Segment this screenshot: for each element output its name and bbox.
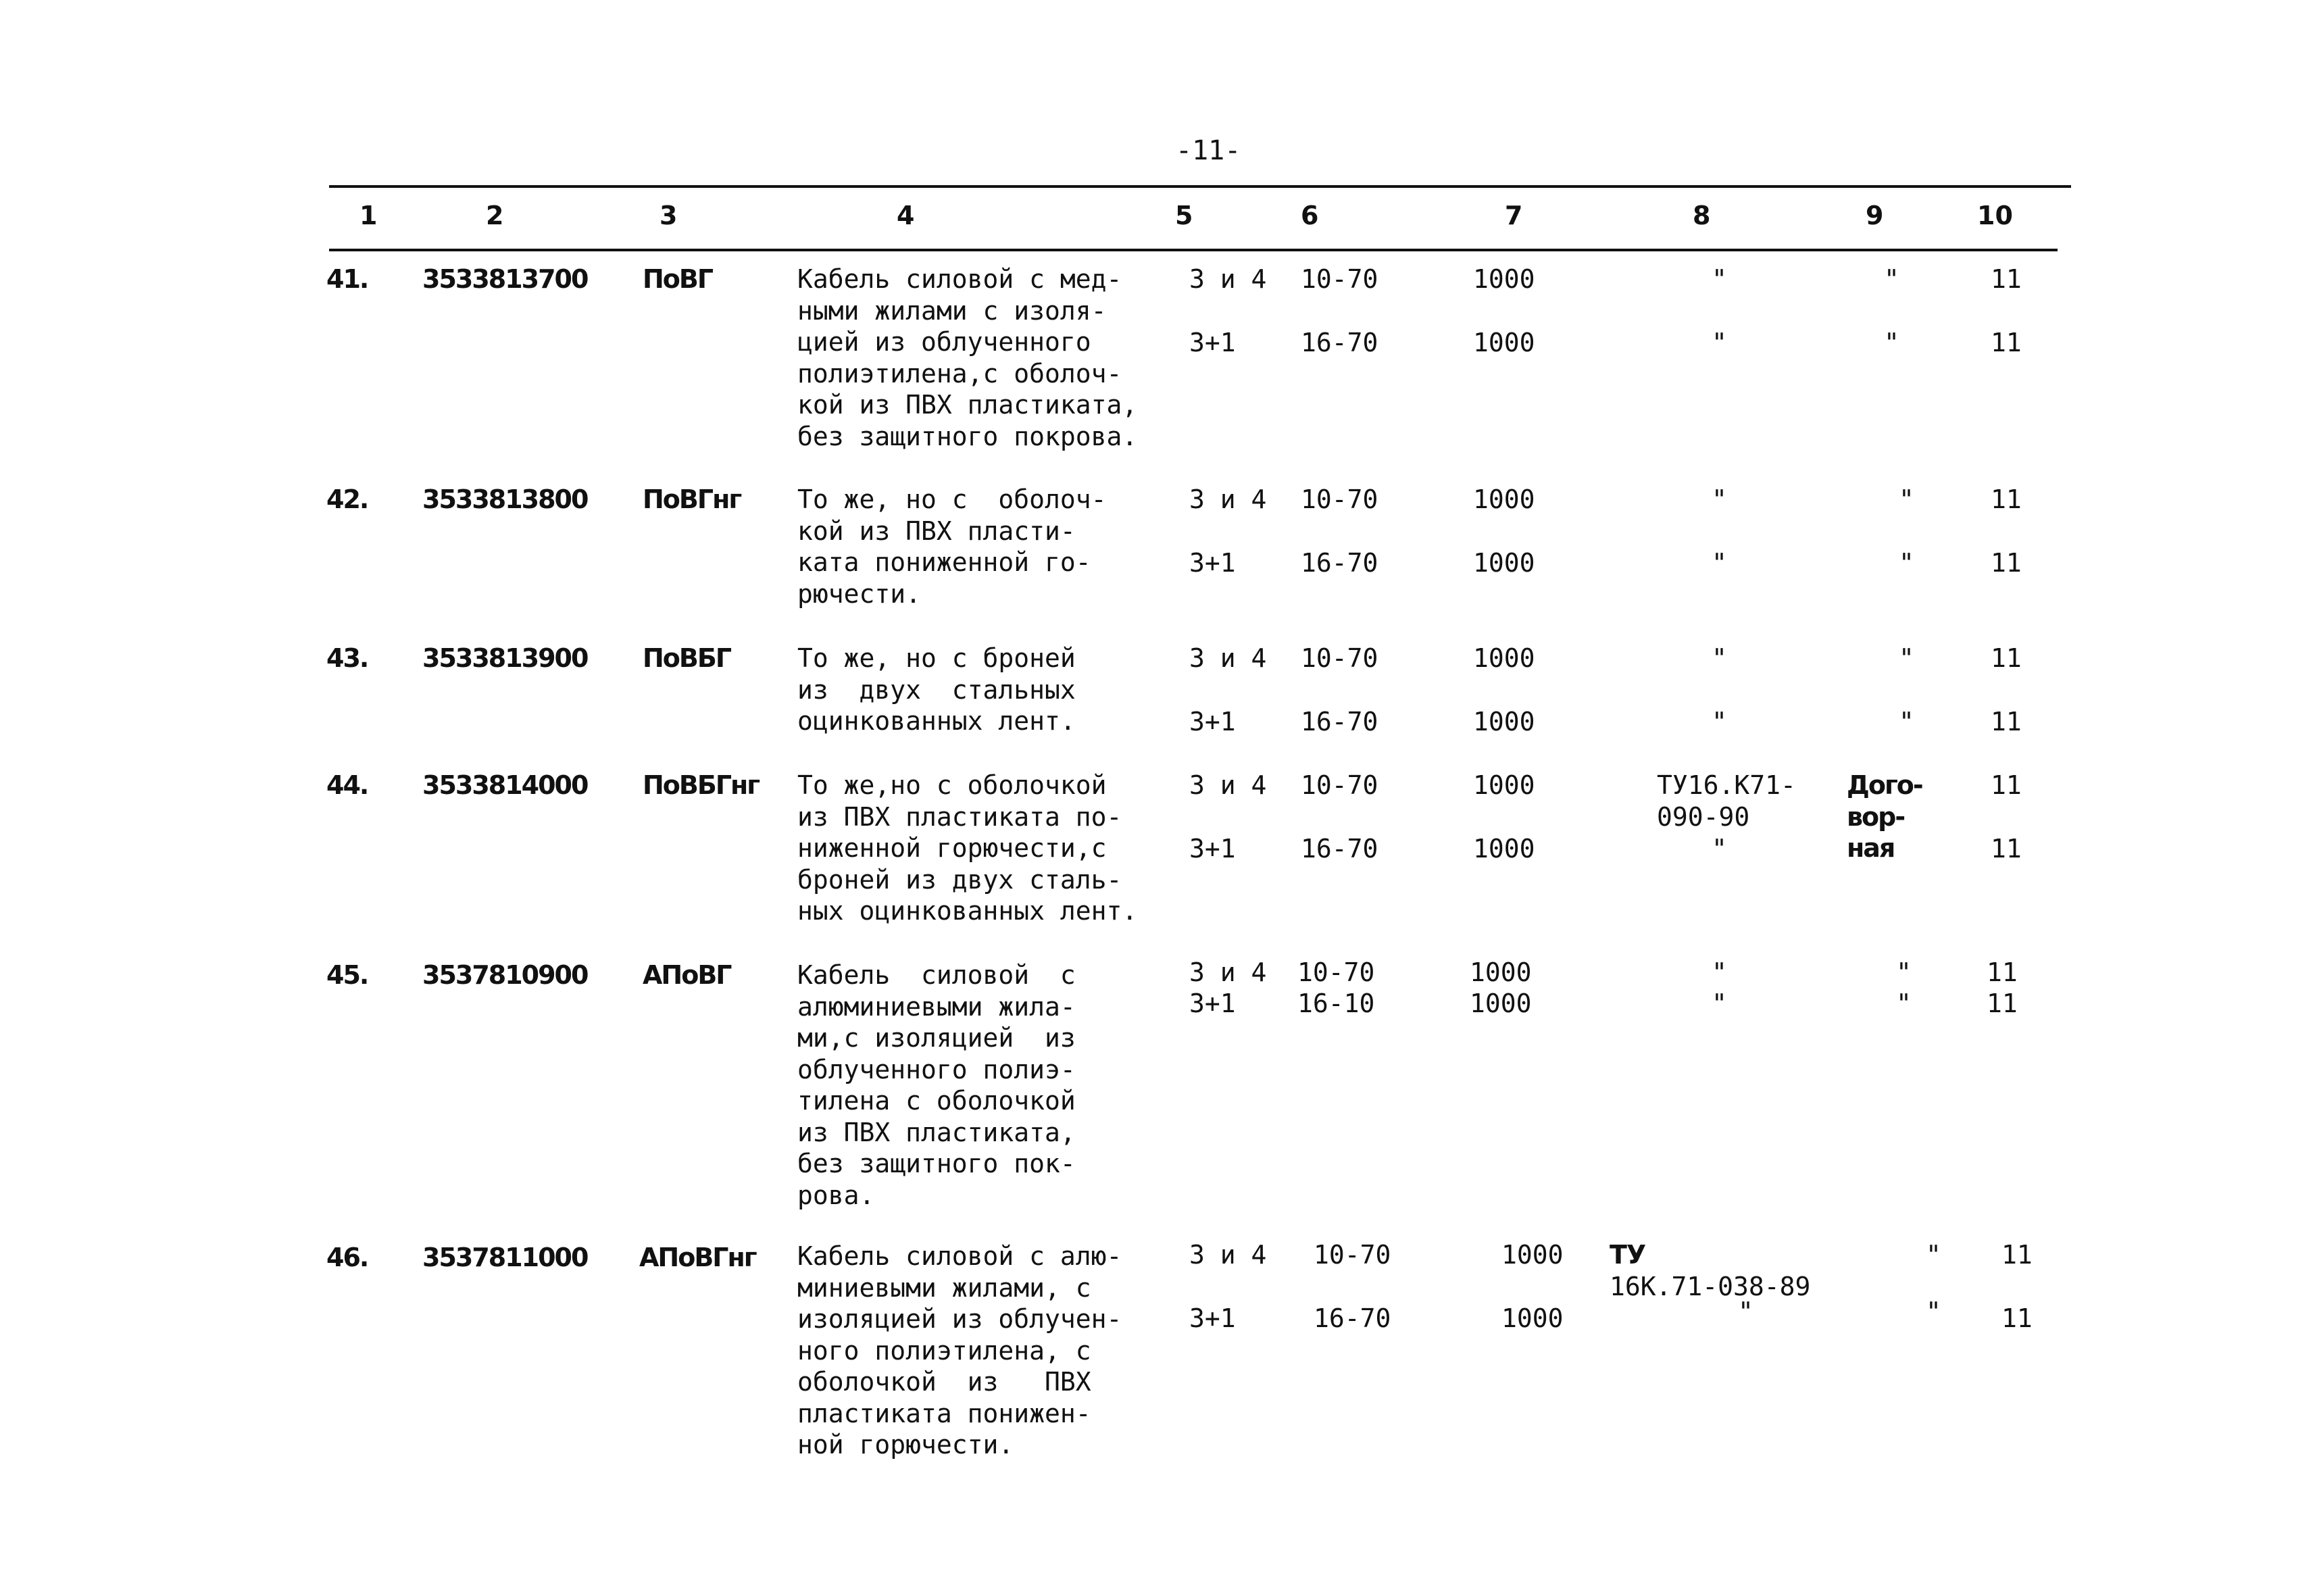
column-header-9: 9 [1866,201,1884,230]
ditto-mark: " [1712,484,1727,514]
column-10-value: 11 [1991,484,2022,514]
cable-description: То же, но с оболоч- кой из ПВХ пласти- ката пониженной го- рючести. [797,484,1107,609]
ditto-mark: " [1899,643,1914,673]
cross-section-range: 16-70 [1301,328,1378,357]
row-number: 43. [326,643,368,673]
cable-description: Кабель силовой с алюминиевыми жила- ми,с изоляцией из облученного полиэ- тилена с оболочкой из ПВХ пластиката, без защитного пок- рова. [797,960,1076,1210]
cores-count: 3 и 4 [1189,484,1267,514]
cable-description: Кабель силовой с алю- миниевыми жилами, с изоляцией из облучен- ного полиэтилена, с оболочкой из ПВХ пластиката понижен- ной горючести. [797,1241,1122,1460]
product-code: 3537811000 [422,1243,588,1272]
cross-section-range: 10-70 [1297,957,1375,987]
table-top-rule [329,185,2071,188]
ditto-mark: " [1899,707,1914,737]
cores-count: 3 и 4 [1189,264,1267,294]
row-number: 44. [326,770,368,800]
cable-mark: АПоВГ [643,960,731,990]
cross-section-range: 10-70 [1314,1240,1391,1270]
product-code: 3537810900 [422,960,588,990]
voltage: 1000 [1473,834,1535,864]
cable-mark: ПоВГнг [643,484,741,514]
voltage: 1000 [1473,707,1535,737]
column-10-value: 11 [1991,707,2022,737]
cable-description: То же,но с оболочкой из ПВХ пластиката по- ниженной горючести,с броней из двух сталь- ных оцинкованных лент. [797,770,1138,926]
product-code: 3533813900 [422,643,588,673]
ditto-mark: " [1896,957,1912,987]
ditto-mark: " [1712,328,1727,357]
column-header-5: 5 [1175,201,1193,230]
voltage: 1000 [1501,1303,1564,1333]
ditto-mark: " [1712,957,1727,987]
ditto-mark: " [1712,834,1727,864]
voltage: 1000 [1473,548,1535,578]
cores-count: 3+1 [1189,707,1236,737]
cores-count: 3+1 [1189,989,1236,1018]
ditto-mark: " [1926,1297,1941,1326]
column-header-6: 6 [1301,201,1319,230]
voltage: 1000 [1473,643,1535,673]
row-number: 42. [326,484,368,514]
voltage: 1000 [1473,484,1535,514]
cable-description: Кабель силовой с мед- ными жилами с изоля- цией из облученного полиэтилена,с оболоч- кой из ПВХ пластиката, без защитного покрова. [797,264,1138,451]
ditto-mark: " [1712,548,1727,578]
ditto-mark: " [1884,328,1899,357]
column-header-7: 7 [1505,201,1523,230]
column-10-value: 11 [1991,548,2022,578]
specification-reference: ТУ16.К71- 090-90 [1657,770,1796,832]
column-header-4: 4 [897,201,915,230]
column-header-1: 1 [359,201,378,230]
cores-count: 3+1 [1189,834,1236,864]
cores-count: 3+1 [1189,1303,1236,1333]
cable-mark: ПоВБГнг [643,770,760,800]
ditto-mark: " [1899,484,1914,514]
column-10-value: 11 [2001,1303,2033,1333]
cross-section-range: 16-70 [1314,1303,1391,1333]
voltage: 1000 [1470,989,1532,1018]
cores-count: 3 и 4 [1189,957,1267,987]
column-10-value: 11 [1991,328,2022,357]
column-10-value: 11 [1991,643,2022,673]
ditto-mark: " [1926,1240,1941,1270]
cross-section-range: 16-70 [1301,834,1378,864]
cross-section-range: 10-70 [1301,484,1378,514]
ditto-mark: " [1712,707,1727,737]
column-header-8: 8 [1693,201,1711,230]
column-10-value: 11 [1991,770,2022,800]
ditto-mark: " [1738,1297,1753,1326]
cross-section-range: 10-70 [1301,643,1378,673]
voltage: 1000 [1470,957,1532,987]
column-header-3: 3 [659,201,678,230]
voltage: 1000 [1501,1240,1564,1270]
cross-section-range: 10-70 [1301,770,1378,800]
ditto-mark: " [1712,643,1727,673]
product-code: 3533814000 [422,770,588,800]
row-number: 45. [326,960,368,990]
ditto-mark: " [1896,989,1912,1018]
column-10-value: 11 [1991,264,2022,294]
ditto-mark: " [1712,989,1727,1018]
ditto-mark: " [1712,264,1727,294]
cores-count: 3+1 [1189,548,1236,578]
cross-section-range: 10-70 [1301,264,1378,294]
column-10-value: 11 [1987,957,2018,987]
cross-section-range: 16-70 [1301,707,1378,737]
product-code: 3533813800 [422,484,588,514]
page-number: -11- [1176,135,1241,166]
product-code: 3533813700 [422,264,588,294]
column-10-value: 11 [2001,1240,2033,1270]
price-type: Дого- вор- ная [1847,770,1922,863]
voltage: 1000 [1473,264,1535,294]
cores-count: 3 и 4 [1189,643,1267,673]
cores-count: 3 и 4 [1189,1240,1267,1270]
voltage: 1000 [1473,770,1535,800]
cross-section-range: 16-10 [1297,989,1375,1018]
column-header-10: 10 [1977,201,2013,230]
header-bottom-rule [329,249,2058,251]
cores-count: 3+1 [1189,328,1236,357]
column-header-2: 2 [486,201,504,230]
ditto-mark: " [1899,548,1914,578]
ditto-mark: " [1884,264,1899,294]
column-10-value: 11 [1991,834,2022,864]
column-10-value: 11 [1987,989,2018,1018]
specification-reference: ТУ 16К.71-038-89 [1610,1240,1811,1301]
cable-mark: ПоВГ [643,264,713,294]
cable-description: То же, но с броней из двух стальных оцинкованных лент. [797,643,1076,736]
voltage: 1000 [1473,328,1535,357]
cores-count: 3 и 4 [1189,770,1267,800]
cable-mark: ПоВБГ [643,643,731,673]
cross-section-range: 16-70 [1301,548,1378,578]
row-number: 41. [326,264,368,294]
cable-mark: АПоВГнг [639,1243,756,1272]
row-number: 46. [326,1243,368,1272]
